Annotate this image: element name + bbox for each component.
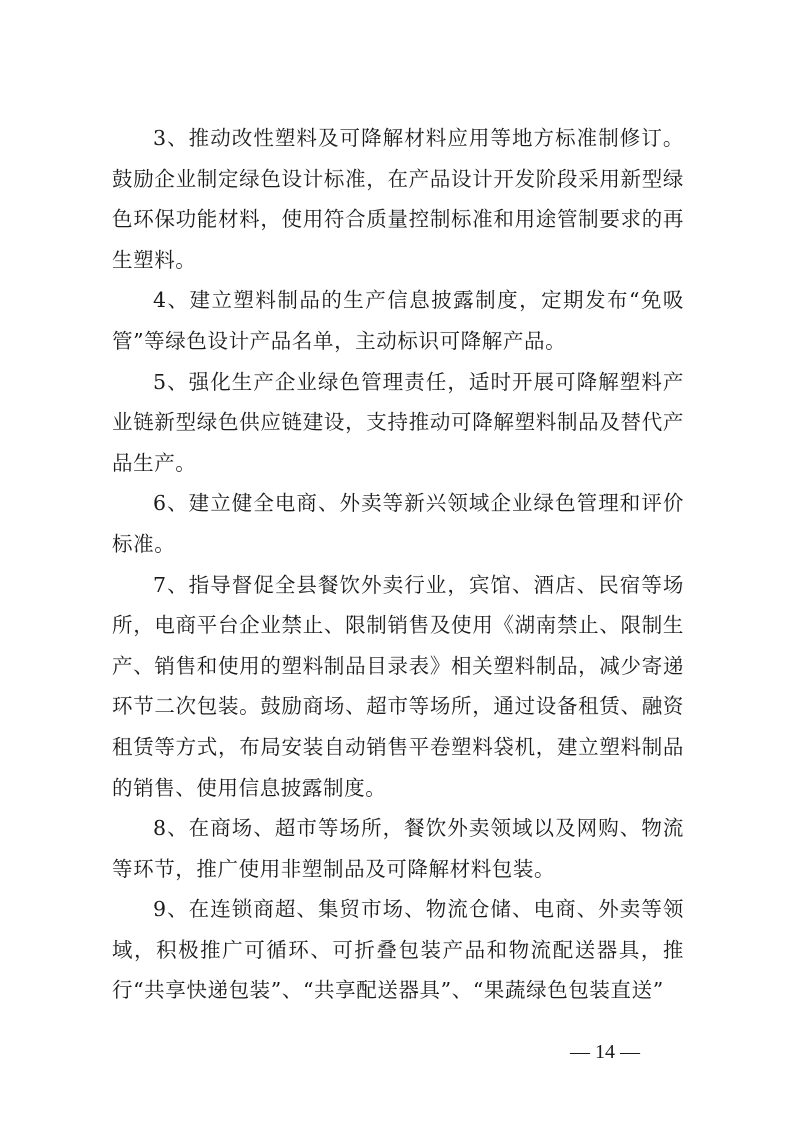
paragraph-item-9: 9、在连锁商超、集贸市场、物流仓储、电商、外卖等领域，积极推广可循环、可折叠包装产品和物流配送器具，推行“共享快递包装”、“共享配送器具”、“果蔬绿色包装直送” bbox=[112, 897, 684, 1003]
page-number: — 14 — bbox=[570, 1041, 640, 1063]
body-text bbox=[112, 118, 684, 1011]
paragraph-item-3: 3、推动改性塑料及可降解材料应用等地方标准制修订。鼓励企业制定绿色设计标准，在产品设计开发阶段采用新型绿色环保功能材料，使用符合质量控制标准和用途管制要求的再生塑料。 bbox=[112, 126, 684, 272]
paragraph-item-4: 4、建立塑料制品的生产信息披露制度，定期发布“免吸管”等绿色设计产品名单，主动标识可降解产品。 bbox=[112, 288, 684, 353]
paragraph-item-5: 5、强化生产企业绿色管理责任，适时开展可降解塑料产业链新型绿色供应链建设，支持推动可降解塑料制品及替代产品生产。 bbox=[112, 369, 684, 475]
paragraph-item-8: 8、在商场、超市等场所，餐饮外卖领域以及网购、物流等环节，推广使用非塑制品及可降解材料包装。 bbox=[112, 816, 684, 881]
paragraph-item-7: 7、指导督促全县餐饮外卖行业，宾馆、酒店、民宿等场所，电商平台企业禁止、限制销售及使用《湖南禁止、限制生产、销售和使用的塑料制品目录表》相关塑料制品，减少寄递环节二次包装。鼓励商场、超市等场所，通过设备租赁、融资租赁等方式，布局安装自动销售平卷塑料袋机，建立塑料制品的销售、使用信息披露制度。 bbox=[112, 572, 684, 800]
paragraph-item-6: 6、建立健全电商、外卖等新兴领域企业绿色管理和评价标准。 bbox=[112, 491, 684, 556]
